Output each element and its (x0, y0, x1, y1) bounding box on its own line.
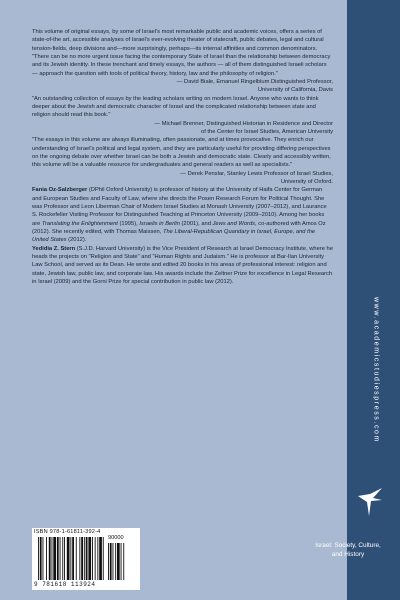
bio-name: Yedidia Z. Stern (32, 245, 76, 252)
bio-text: (1995), (117, 220, 140, 227)
barcode-bar (60, 537, 61, 580)
barcode-bar (99, 537, 102, 580)
attribution-line: of the Center for Israel Studies, American University (201, 128, 333, 135)
barcode-bar (53, 537, 56, 580)
blurb-2 (32, 95, 333, 137)
attribution-line: — Derek Penslar, Stanley Lewis Professor of Israel Studies, (180, 170, 333, 177)
barcode-bar (103, 537, 104, 580)
attribution-line: — Michael Brenner, Distinguished Historian in Residence and Director (154, 120, 333, 127)
barcode-bar (40, 537, 42, 580)
barcode-bar (67, 537, 70, 580)
isbn-barcode (32, 528, 140, 590)
barcode-bar (123, 543, 124, 580)
bio-stern (32, 245, 333, 287)
publisher-url (361, 270, 391, 470)
barcode-bar (113, 543, 114, 580)
bio-text: (DPhil Oxford University) is professor of history at the University of Haifa Center for German and European Studies and Faculty of Law, where she directs the Posen Research Forum for Political Thought. She was Professor and Leon Liberman Chair of Modern Israel Studies at Monash University (2007–2012), and Laurance S. Rockefeller Visiting Professor for Distinguished Teaching at Princeton University (2009–2010). Among her books are (32, 187, 327, 227)
blurb-attribution (32, 170, 333, 187)
bio-text: (2012). (66, 237, 87, 244)
price-code: 90000 (108, 535, 124, 541)
barcode-bar (108, 543, 109, 580)
book-title: Israelis in Berlin (139, 220, 180, 227)
blurb-quote: "There can be no more urgent issue facing the contemporary State of Israel than the relationship between democracy and its Jewish identity. In these trenchant and timely essays, the authors — all of them distinguished Israeli scholars — approach the question with tools of political theory, history, law and the philosophy of religion." (32, 53, 331, 77)
bio-salzberger (32, 186, 333, 244)
bio-text: , co-authored with Amos Oz (2012). She recently edited, with Thomas Maissen, (32, 220, 326, 235)
barcode-bar (81, 537, 83, 580)
barcode-bar (43, 537, 44, 580)
blurb-quote: "The essays in this volume are always illuminating, often passionate, and at times provocative. They enrich our understanding of Israel's political and legal system, and they are particularly useful for providing differing perspectives on the ongoing debate over whether Israel can be both a Jewish and democratic state. Clearly and accessibly written, this volume will be a valuable resource for undergraduates and general readers as well as specialists." (32, 137, 331, 169)
barcode-bar (86, 537, 88, 580)
blurb-attribution (32, 78, 333, 95)
series-line: and History (331, 551, 365, 559)
isbn-label: ISBN 978-1-61811-392-4 (34, 529, 101, 535)
series-line: Israel: Society, Culture, (315, 542, 381, 549)
blurb-attribution (32, 120, 333, 137)
barcode-bar (79, 537, 80, 580)
barcode-bar (38, 537, 39, 580)
barcode-bar (88, 537, 91, 580)
barcode-bar (115, 543, 116, 580)
barcode-bar (110, 543, 112, 580)
attribution-line: University of California, Davis (257, 87, 333, 94)
barcode-bar (92, 537, 93, 580)
series-title (296, 541, 400, 560)
bio-text: (S.J.D. Harvard University) is the Vice President of Research at Israel Democracy Institute, where he heads the projects on "Religion and State" and "Human Rights and Judaism." He is professor at Bar-Ilan University Law School, and served as its Dean. He wrote and edited 20 books in his areas of professional interest: religion and state, Jewish law, public law, and corporate law. His awards include the Zeltner Prize for excellence in Legal Research in Israel (2009) and the Gorni Prize for special contribution in public law (2012). (32, 245, 333, 285)
bio-text: (2001), and (179, 220, 213, 227)
book-title: Jews and Words (212, 220, 256, 227)
asp-bird-logo-icon (356, 482, 384, 518)
intro-paragraph: This volume of original essays, by some of Israel's most remarkable public and academic voices, offers a series of state-of-the art, accessible analyses of Israel's ever-evolving theater of statecraft, public debates, legal and cultural tension-fields, deep divisions and—more surprisingly, perhaps—its internal affinities and common denominators. (32, 29, 324, 52)
blurb-3 (32, 136, 333, 186)
barcode-bar (95, 537, 96, 580)
book-title: The Liberal-Republican Quandary in Israel, Europe, and the United States (32, 228, 316, 244)
blurb-1 (32, 53, 333, 95)
barcode-bar (70, 537, 71, 580)
attribution-line: — David Biale, Emanuel Ringelblum Distinguished Professor, (176, 78, 333, 85)
barcode-bar (72, 537, 74, 580)
barcode-bar (49, 537, 51, 580)
barcode-bar (64, 537, 65, 580)
barcode-bar (46, 537, 47, 580)
barcode-bar (97, 537, 98, 580)
barcode-bar (57, 537, 59, 580)
barcode-bar (76, 537, 77, 580)
attribution-line: University of Oxford. (280, 178, 333, 185)
blurb-quote: "An outstanding collection of essays by the leading scholars writing on modern Israel. Anyone who wants to think deeper about the Jewish and democratic character of Israel and the complicated relationship between state and religion should read this book." (32, 95, 319, 119)
barcode-bar (117, 543, 120, 580)
bio-name: Fania Oz-Salzberger (32, 187, 88, 194)
ean-digits: 9 781618 113924 (34, 581, 96, 588)
barcode-bar (84, 537, 85, 580)
publisher-url-text: www.academicstudiespress.com (372, 297, 380, 443)
barcode-bar (52, 537, 53, 580)
book-title: Translating the Enlightenment (41, 220, 118, 227)
barcode-bar (62, 537, 63, 580)
barcode-bar (121, 543, 122, 580)
